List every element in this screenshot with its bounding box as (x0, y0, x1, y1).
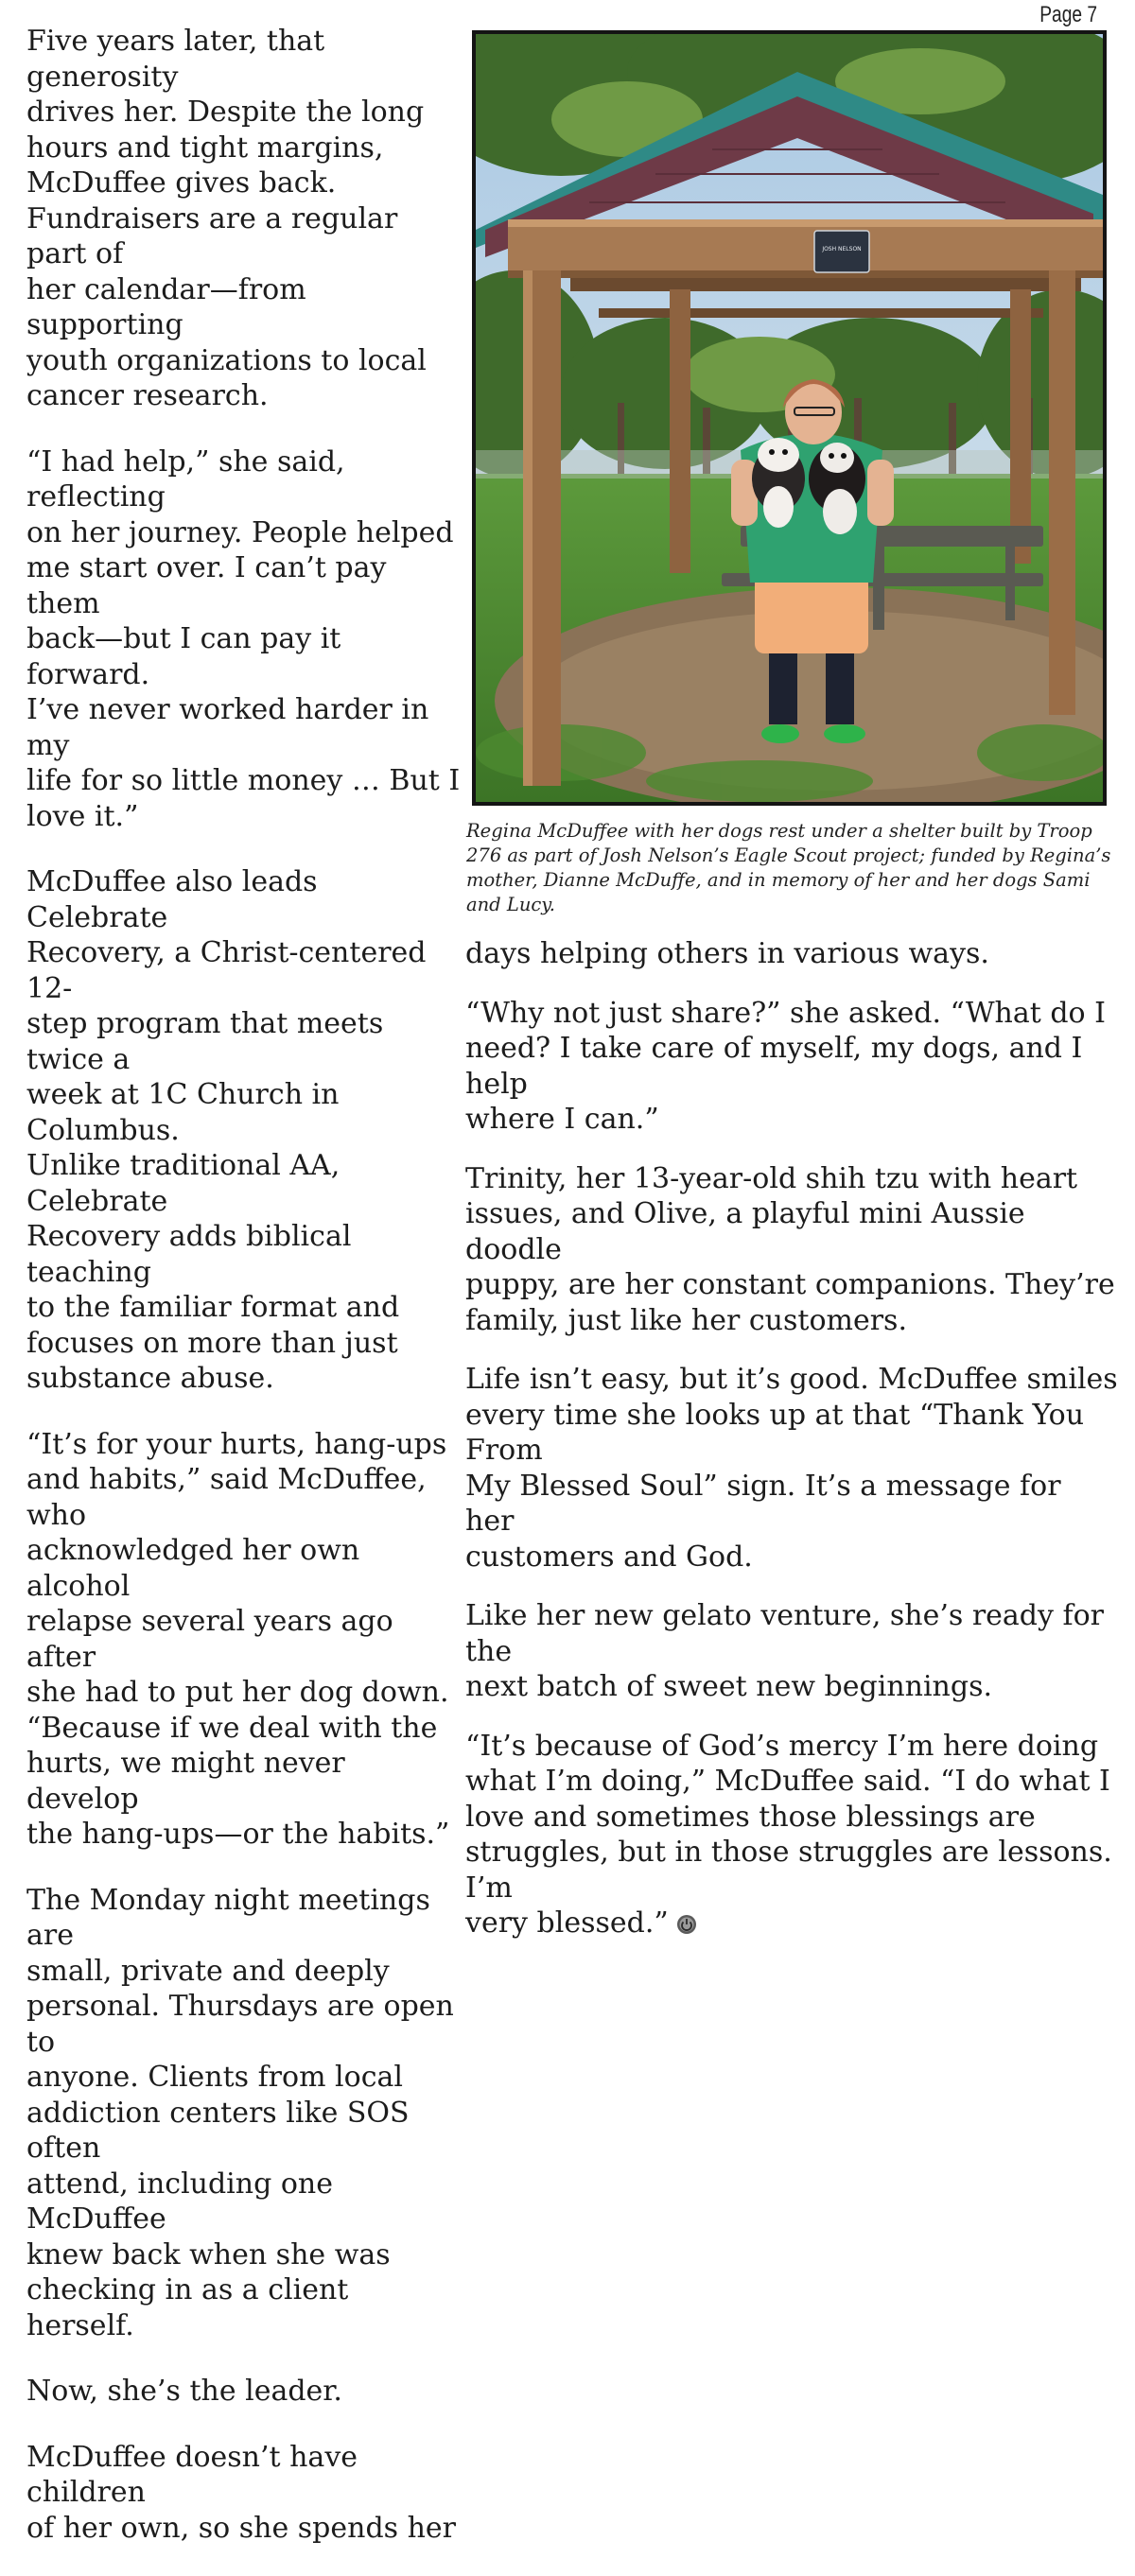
body-paragraph: “I had help,” she said, reflecting on her journey. People helped me start over. I can’t pay them back—but I can pay it forward. I’ve never worked harder in my life for so little money … But I love it.” (26, 444, 461, 833)
body-paragraph: “It’s for your hurts, hang-ups and habits,” said McDuffee, who acknowledged her own alcohol relapse several years ago after she had to put her dog down. “Because if we deal with the hurts, we might never develop the hang-ups—or the habits.” (26, 1427, 450, 1851)
end-of-story-icon (676, 1914, 697, 1935)
body-paragraph: days helping others in various ways. (465, 937, 989, 970)
body-paragraph: McDuffee doesn’t have children of her own, so she spends her (26, 2440, 457, 2545)
body-paragraph: The Monday night meetings are small, private and deeply personal. Thursdays are open to anyone. Clients from local addiction centers like SOS often attend, including one McDuffee knew back when she was checking in as a client herself. (26, 1883, 454, 2342)
shelter-photo (472, 30, 1107, 806)
page-number: Page 7 (1039, 2, 1097, 27)
body-paragraph: Life isn’t easy, but it’s good. McDuffee smiles every time she looks up at that “Thank You From My Blessed Soul” sign. It’s a message for her customers and God. (465, 1363, 1118, 1574)
body-paragraph: McDuffee also leads Celebrate Recovery, a Christ-centered 12- step program that meets twice a week at 1C Church in Columbus. Unlike traditional AA, Celebrate Recovery adds biblical teaching to the familiar format and focuses on more than just substance abuse. (26, 865, 427, 1395)
body-paragraph: Like her new gelato venture, she’s ready for the next batch of sweet new beginnings. (465, 1599, 1104, 1703)
body-paragraph: Now, she’s the leader. (26, 2375, 342, 2408)
body-paragraph: “Why not just share?” she asked. “What do I need? I take care of myself, my dogs, and I help where I can.” (465, 996, 1107, 1136)
plaque-text: JOSH NELSON (822, 246, 862, 252)
right-text-column (465, 936, 1118, 1965)
left-text-column (26, 24, 462, 2576)
photo-caption: Regina McDuffee with her dogs rest under a shelter built by Troop 276 as part of Josh Nelson’s Eagle Scout project; funded by Regina’s mother, Dianne McDuffe, and in memory of her and her dogs Sami and Lucy. (466, 820, 1111, 915)
body-paragraph: Five years later, that generosity drives her. Despite the long hours and tight margins, McDuffee gives back. Fundraisers are a regular part of her calendar—from supporting youth organizations to local cancer research. (26, 25, 427, 412)
final-paragraph-text: “It’s because of God’s mercy I’m here doing what I’m doing,” McDuffee said. “I do what I love and sometimes those blessings are struggles, but in those struggles are lessons. I’m very blessed.” (465, 1729, 1112, 1940)
final-paragraph (465, 1729, 1118, 1941)
body-paragraph: Trinity, her 13-year-old shih tzu with heart issues, and Olive, a playful mini Aussie doodle puppy, are her constant companions. They’re family, just like her customers. (465, 1161, 1115, 1337)
